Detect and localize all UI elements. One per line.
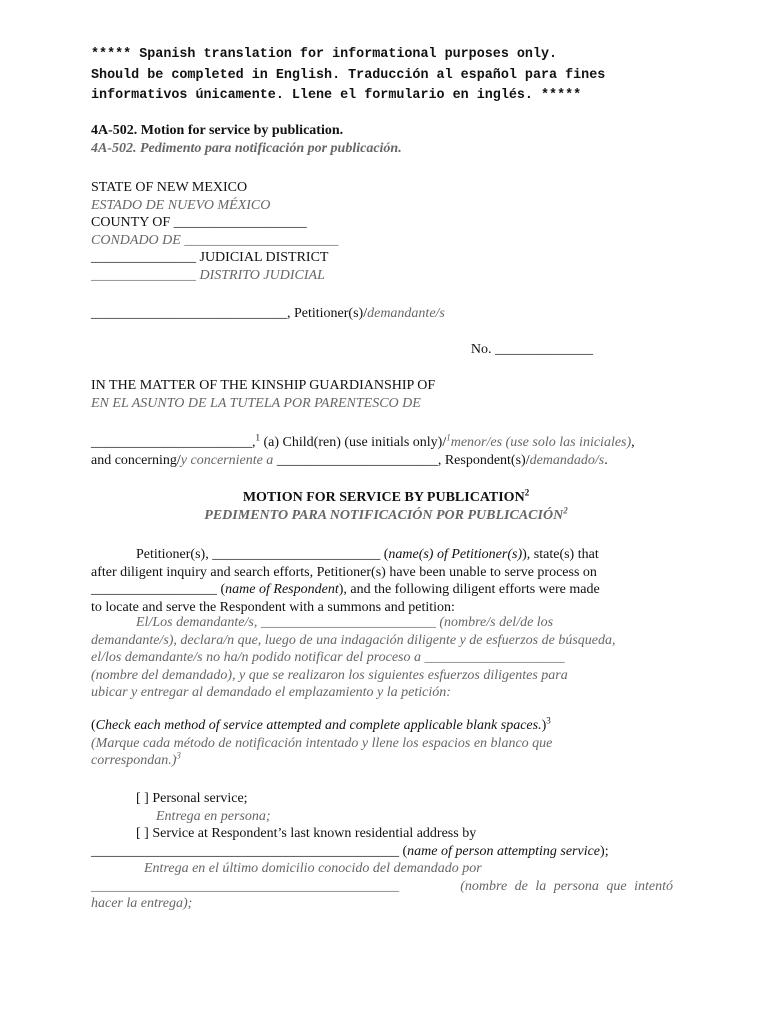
form-title (91, 122, 681, 157)
body-en-line-2: after diligent inquiry and search efforts, Petitioner(s) have been unable to serve process on (91, 564, 597, 580)
translation-notice (91, 45, 691, 107)
instructions-en: (Check each method of service attempted and complete applicable blank spaces.)$^3$ (91, 715, 551, 733)
district-en: _______________ JUDICIAL DISTRICT (91, 250, 329, 265)
notice-line-2: Should be completed in English. Traducción al español para fines (91, 67, 606, 83)
body-es-line-1: El/Los demandante/s, _________________________ (nombre/s del/de los (136, 615, 554, 630)
county-es: CONDADO DE ______________________ (91, 232, 339, 248)
residence-es-name-line: ____________________________________________ (nombre de la persona que intentó (91, 878, 673, 894)
petitioner-es: demandante/s (367, 306, 445, 321)
instructions-es-line-2: correspondan.)$^3$ (91, 750, 181, 768)
parties-block (91, 434, 691, 469)
notice-line-3: informativos únicamente. Llene el formulario en inglés. ***** (91, 88, 582, 103)
motion-heading-es: PEDIMENTO PARA NOTIFICACIÓN POR PUBLICACIÓN$^2$ (204, 504, 568, 523)
body-es-line-3: el/los demandante/s no ha/n podido notificar del proceso a ____________________ (91, 650, 565, 665)
service-methods (91, 790, 681, 913)
footnote-ref: 1 (255, 432, 260, 443)
motion-heading-en: MOTION FOR SERVICE BY PUBLICATION$^2$ (242, 487, 530, 505)
body-es-line-2: demandante/s), declara/n que, luego de una indagación diligente y de esfuerzos de búsqueda, (91, 632, 616, 648)
petitioner-blank: ____________________________, Petitioner(s)/ (91, 306, 368, 321)
matter-heading (91, 377, 681, 412)
form-title-en: 4A-502. Motion for service by publication. (91, 123, 344, 138)
method-personal-es: Entrega en persona; (156, 808, 271, 824)
residence-name-field[interactable]: ____________________________________________ ( (91, 843, 408, 859)
footnote-ref: 1 (446, 432, 451, 443)
method-residence-es: Entrega en el último domicilio conocido del demandado por (144, 861, 482, 876)
matter-es: EN EL ASUNTO DE LA TUTELA POR PARENTESCO DE (91, 395, 421, 411)
case-caption (91, 179, 681, 284)
petitioner-line (91, 305, 681, 323)
body-en-line-4: to locate and serve the Respondent with a summons and petition: (91, 599, 455, 615)
case-number: No. ______________ (470, 342, 593, 357)
body-es-line-5: ubicar y entregar al demandado el emplazamiento y la petición: (91, 685, 451, 700)
respondent-line: and concerning/y concerniente a _______________________, Respondent(s)/demandado/s. (91, 452, 608, 468)
body-es-line-4: (nombre del demandado), y que se realizaron los siguientes esfuerzos diligentes para (91, 667, 568, 683)
form-title-es: 4A-502. Pedimento para notificación por publicación. (91, 140, 402, 156)
residence-es-line-2: hacer la entrega); (91, 896, 193, 911)
state-es: ESTADO DE NUEVO MÉXICO (91, 197, 271, 213)
body-en-line-3: __________________ (name of Respondent), and the following diligent efforts were made (91, 582, 600, 597)
body-spanish (91, 614, 691, 702)
district-es: _______________ DISTRITO JUDICIAL (91, 267, 325, 283)
method-personal-checkbox[interactable]: [ ] Personal service; (136, 791, 248, 806)
instructions (91, 717, 691, 770)
instructions-es-line-1: (Marque cada método de notificación intentado y llene los espacios en blanco que (91, 735, 553, 751)
residence-name-line: ____________________________________________ (name of person attempting service); (91, 843, 609, 859)
child-line: _______________________,$^1$ (a) Child(ren) (use initials only)/$^1$menor/es (use solo las iniciales), (91, 432, 635, 450)
notice-line-1: ***** Spanish translation for informational purposes only. (91, 47, 558, 62)
method-residence-checkbox[interactable]: [ ] Service at Respondent’s last known residential address by (136, 826, 477, 841)
matter-en: IN THE MATTER OF THE KINSHIP GUARDIANSHIP OF (91, 378, 436, 393)
body-english (91, 546, 681, 616)
state-en: STATE OF NEW MEXICO (91, 180, 248, 195)
motion-heading (91, 489, 681, 524)
county-en: COUNTY OF ___________________ (91, 215, 307, 230)
body-en-line-1: Petitioner(s), ________________________ (name(s) of Petitioner(s)), state(s) that (136, 547, 599, 562)
